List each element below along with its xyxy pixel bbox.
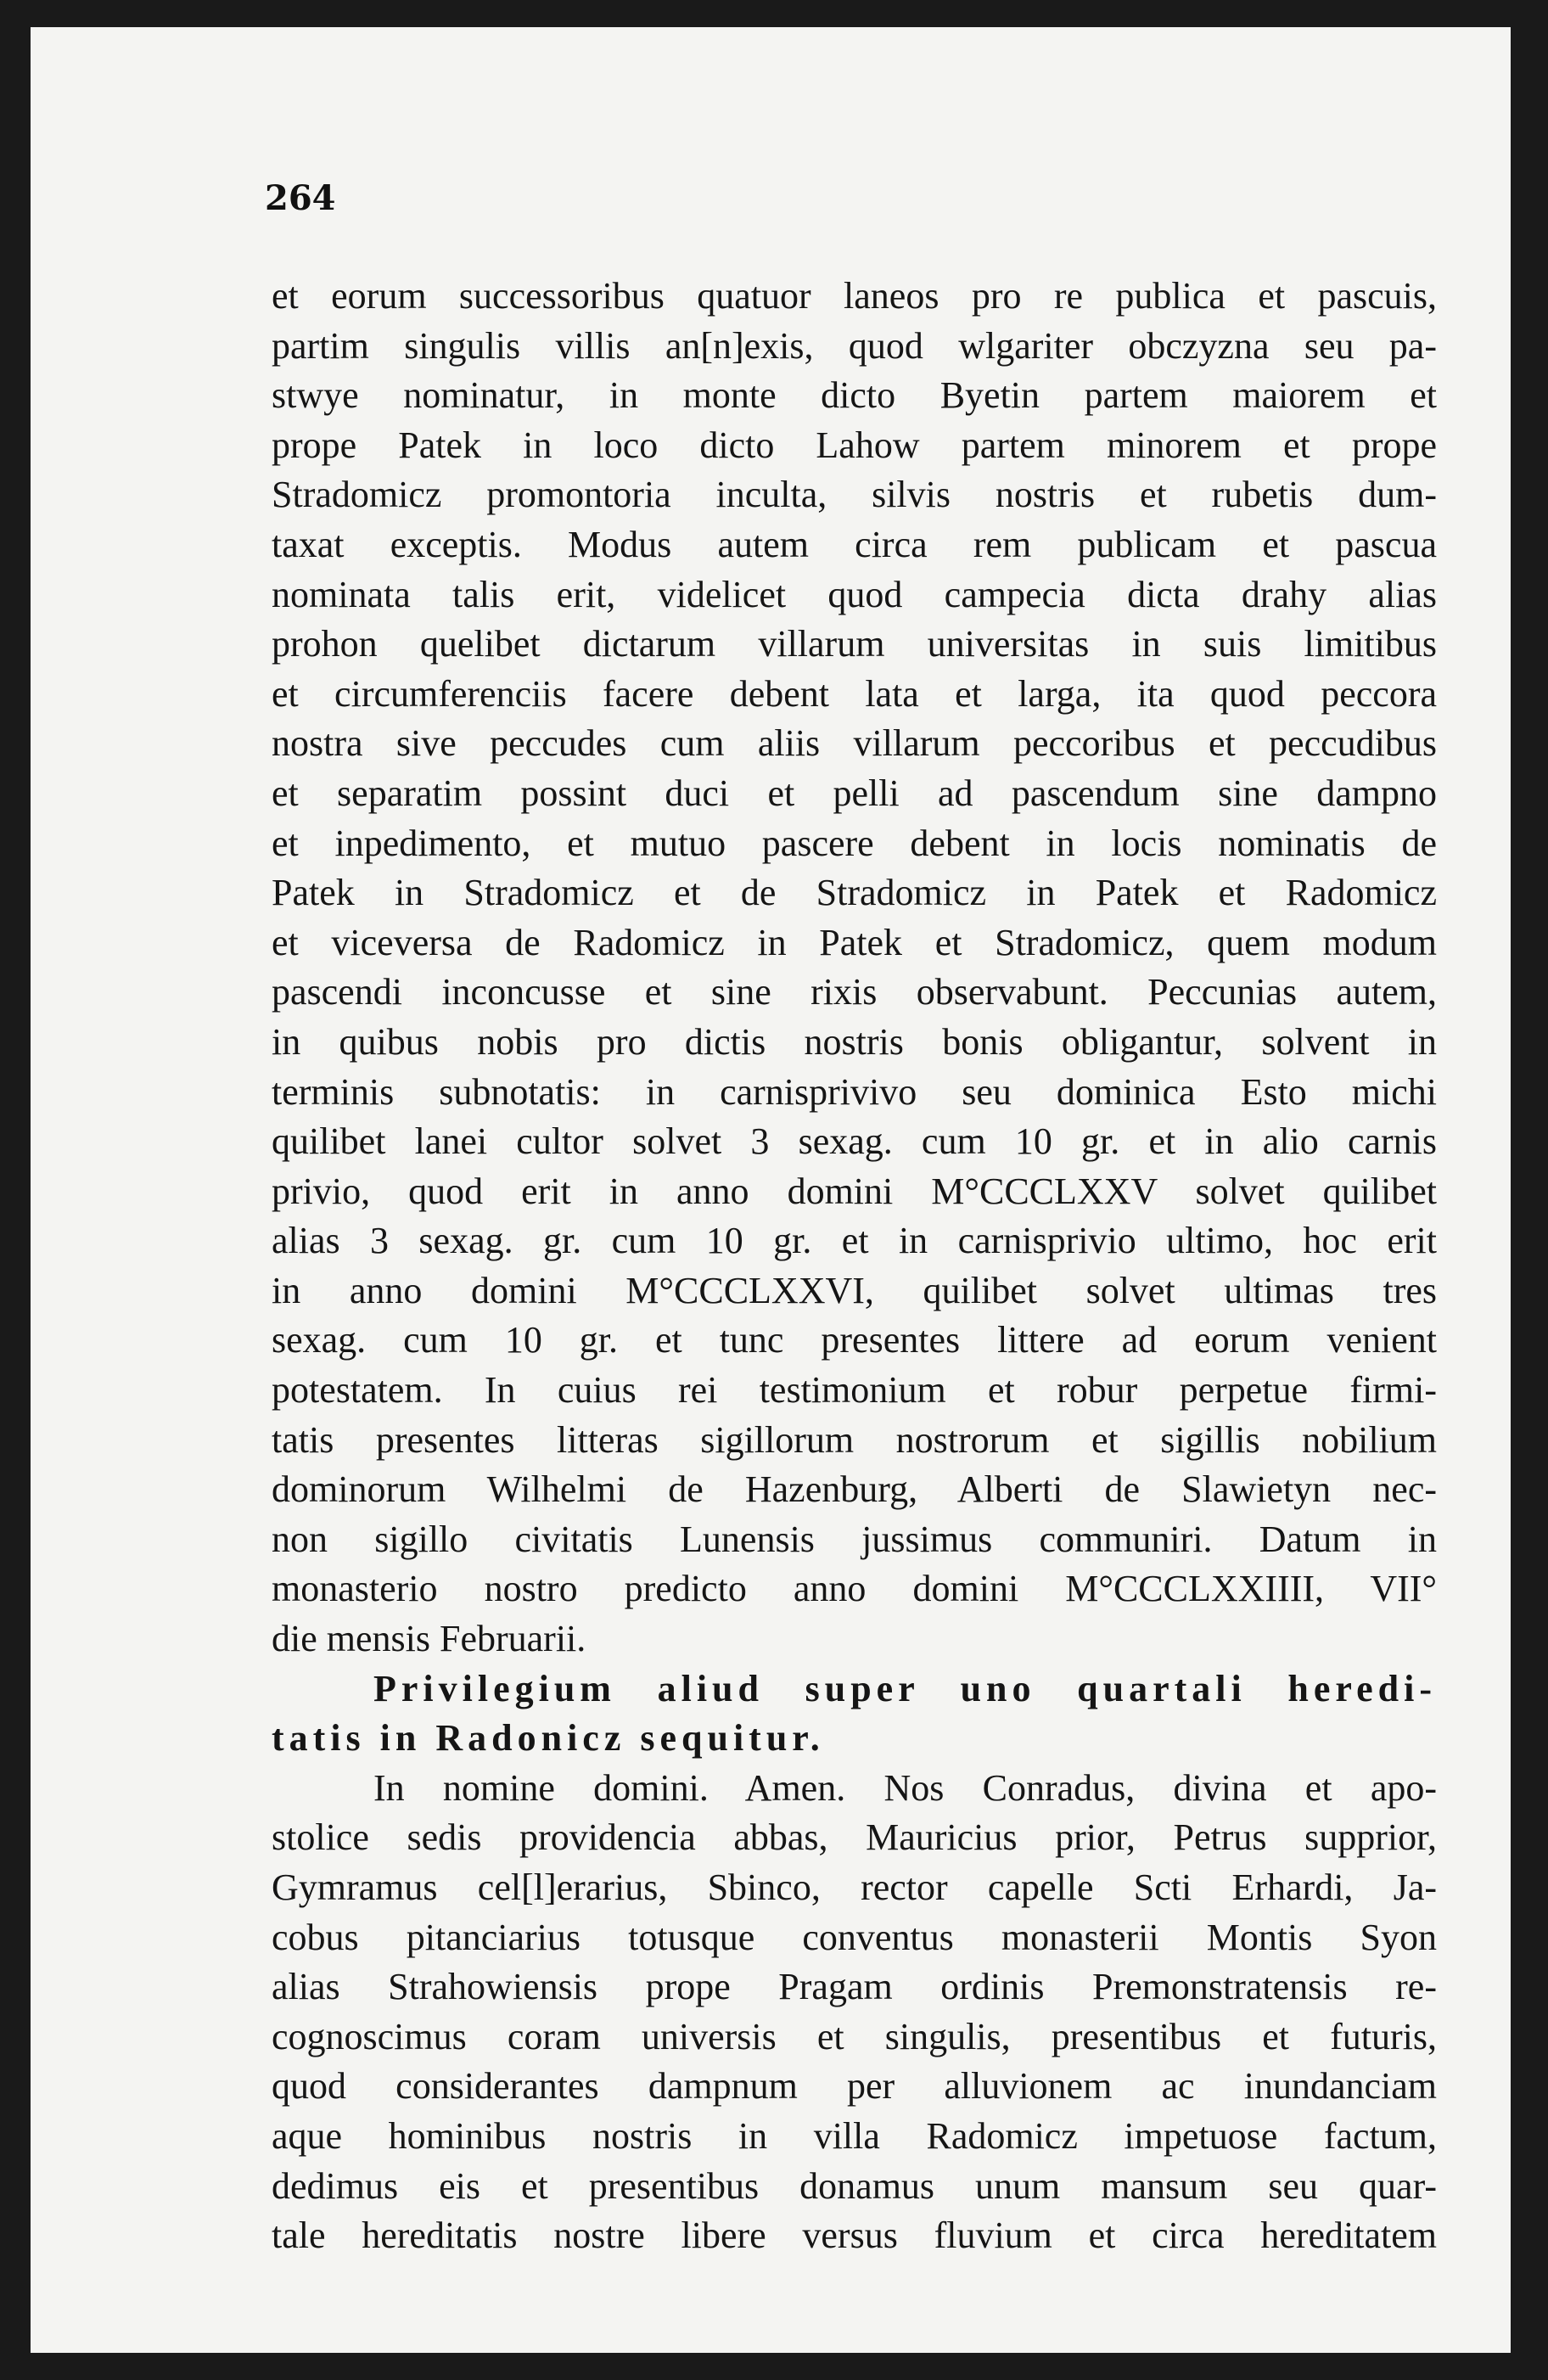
- text-line: aque hominibus nostris in villa Radomicz impetuose factum,: [272, 2114, 1437, 2157]
- text-line: dominorum Wilhelmi de Hazenburg, Alberti de Slawietyn nec-: [272, 1468, 1437, 1511]
- text-line: taxat exceptis. Modus autem circa rem publicam et pascua: [272, 523, 1437, 565]
- section-heading: Privilegium aliud super uno quartali heredi-: [373, 1667, 1437, 1709]
- text-line: et circumferenciis facere debent lata et larga, ita quod peccora: [272, 672, 1437, 715]
- text-line: stwye nominatur, in monte dicto Byetin partem maiorem et: [272, 374, 1437, 417]
- text-line: cobus pitanciarius totusque conventus monasterii Montis Syon: [272, 1916, 1437, 1958]
- document-page: [31, 27, 1511, 2353]
- section-heading: tatis in Radonicz sequitur.: [272, 1717, 825, 1760]
- text-line: Stradomicz promontoria inculta, silvis nostris et rubetis dum-: [272, 474, 1437, 516]
- text-line: nominata talis erit, videlicet quod campecia dicta drahy alias: [272, 573, 1437, 615]
- text-line: quilibet lanei cultor solvet 3 sexag. cum 10 gr. et in alio carnis: [272, 1120, 1437, 1163]
- text-line: tale hereditatis nostre libere versus fluvium et circa hereditatem: [272, 2214, 1437, 2257]
- text-line: in anno domini M°CCCLXXVI, quilibet solvet ultimas tres: [272, 1269, 1437, 1311]
- text-line: In nomine domini. Amen. Nos Conradus, divina et apo-: [373, 1766, 1437, 1809]
- body-text: [272, 272, 1437, 2261]
- text-line: die mensis Februarii.: [272, 1618, 586, 1660]
- text-line: Patek in Stradomicz et de Stradomicz in Patek et Radomicz: [272, 872, 1437, 914]
- text-line: et separatim possint duci et pelli ad pascendum sine dampno: [272, 772, 1437, 814]
- page-number: 264: [265, 178, 336, 218]
- text-line: prope Patek in loco dicto Lahow partem minorem et prope: [272, 424, 1437, 466]
- text-line: non sigillo civitatis Lunensis jussimus communiri. Datum in: [272, 1518, 1437, 1560]
- text-line: terminis subnotatis: in carnisprivivo seu dominica Esto michi: [272, 1070, 1437, 1113]
- text-line: potestatem. In cuius rei testimonium et robur perpetue firmi-: [272, 1369, 1437, 1412]
- text-line: dedimus eis et presentibus donamus unum mansum seu quar-: [272, 2164, 1437, 2207]
- text-line: alias Strahowiensis prope Pragam ordinis Premonstratensis re-: [272, 1966, 1437, 2008]
- text-line: tatis presentes litteras sigillorum nostrorum et sigillis nobilium: [272, 1418, 1437, 1461]
- text-line: monasterio nostro predicto anno domini M°CCCLXXIIII, VII°: [272, 1568, 1437, 1610]
- text-line: alias 3 sexag. gr. cum 10 gr. et in carnisprivio ultimo, hoc erit: [272, 1220, 1437, 1262]
- text-line: sexag. cum 10 gr. et tunc presentes littere ad eorum venient: [272, 1319, 1437, 1361]
- text-line: privio, quod erit in anno domini M°CCCLXXV solvet quilibet: [272, 1170, 1437, 1212]
- text-line: et eorum successoribus quatuor laneos pro re publica et pascuis,: [272, 275, 1437, 317]
- text-line: stolice sedis providencia abbas, Mauricius prior, Petrus supprior,: [272, 1816, 1437, 1859]
- text-line: nostra sive peccudes cum aliis villarum peccoribus et peccudibus: [272, 722, 1437, 765]
- text-line: pascendi inconcusse et sine rixis observabunt. Peccunias autem,: [272, 971, 1437, 1013]
- text-line: cognoscimus coram universis et singulis, presentibus et futuris,: [272, 2015, 1437, 2057]
- text-line: et viceversa de Radomicz in Patek et Stradomicz, quem modum: [272, 921, 1437, 963]
- text-line: partim singulis villis an[n]exis, quod wlgariter obczyzna seu pa-: [272, 324, 1437, 367]
- text-line: prohon quelibet dictarum villarum universitas in suis limitibus: [272, 623, 1437, 665]
- text-line: Gymramus cel[l]erarius, Sbinco, rector capelle Scti Erhardi, Ja-: [272, 1866, 1437, 1908]
- text-line: et inpedimento, et mutuo pascere debent in locis nominatis de: [272, 822, 1437, 864]
- text-line: in quibus nobis pro dictis nostris bonis obligantur, solvent in: [272, 1020, 1437, 1063]
- text-line: quod considerantes dampnum per alluvionem ac inundanciam: [272, 2065, 1437, 2108]
